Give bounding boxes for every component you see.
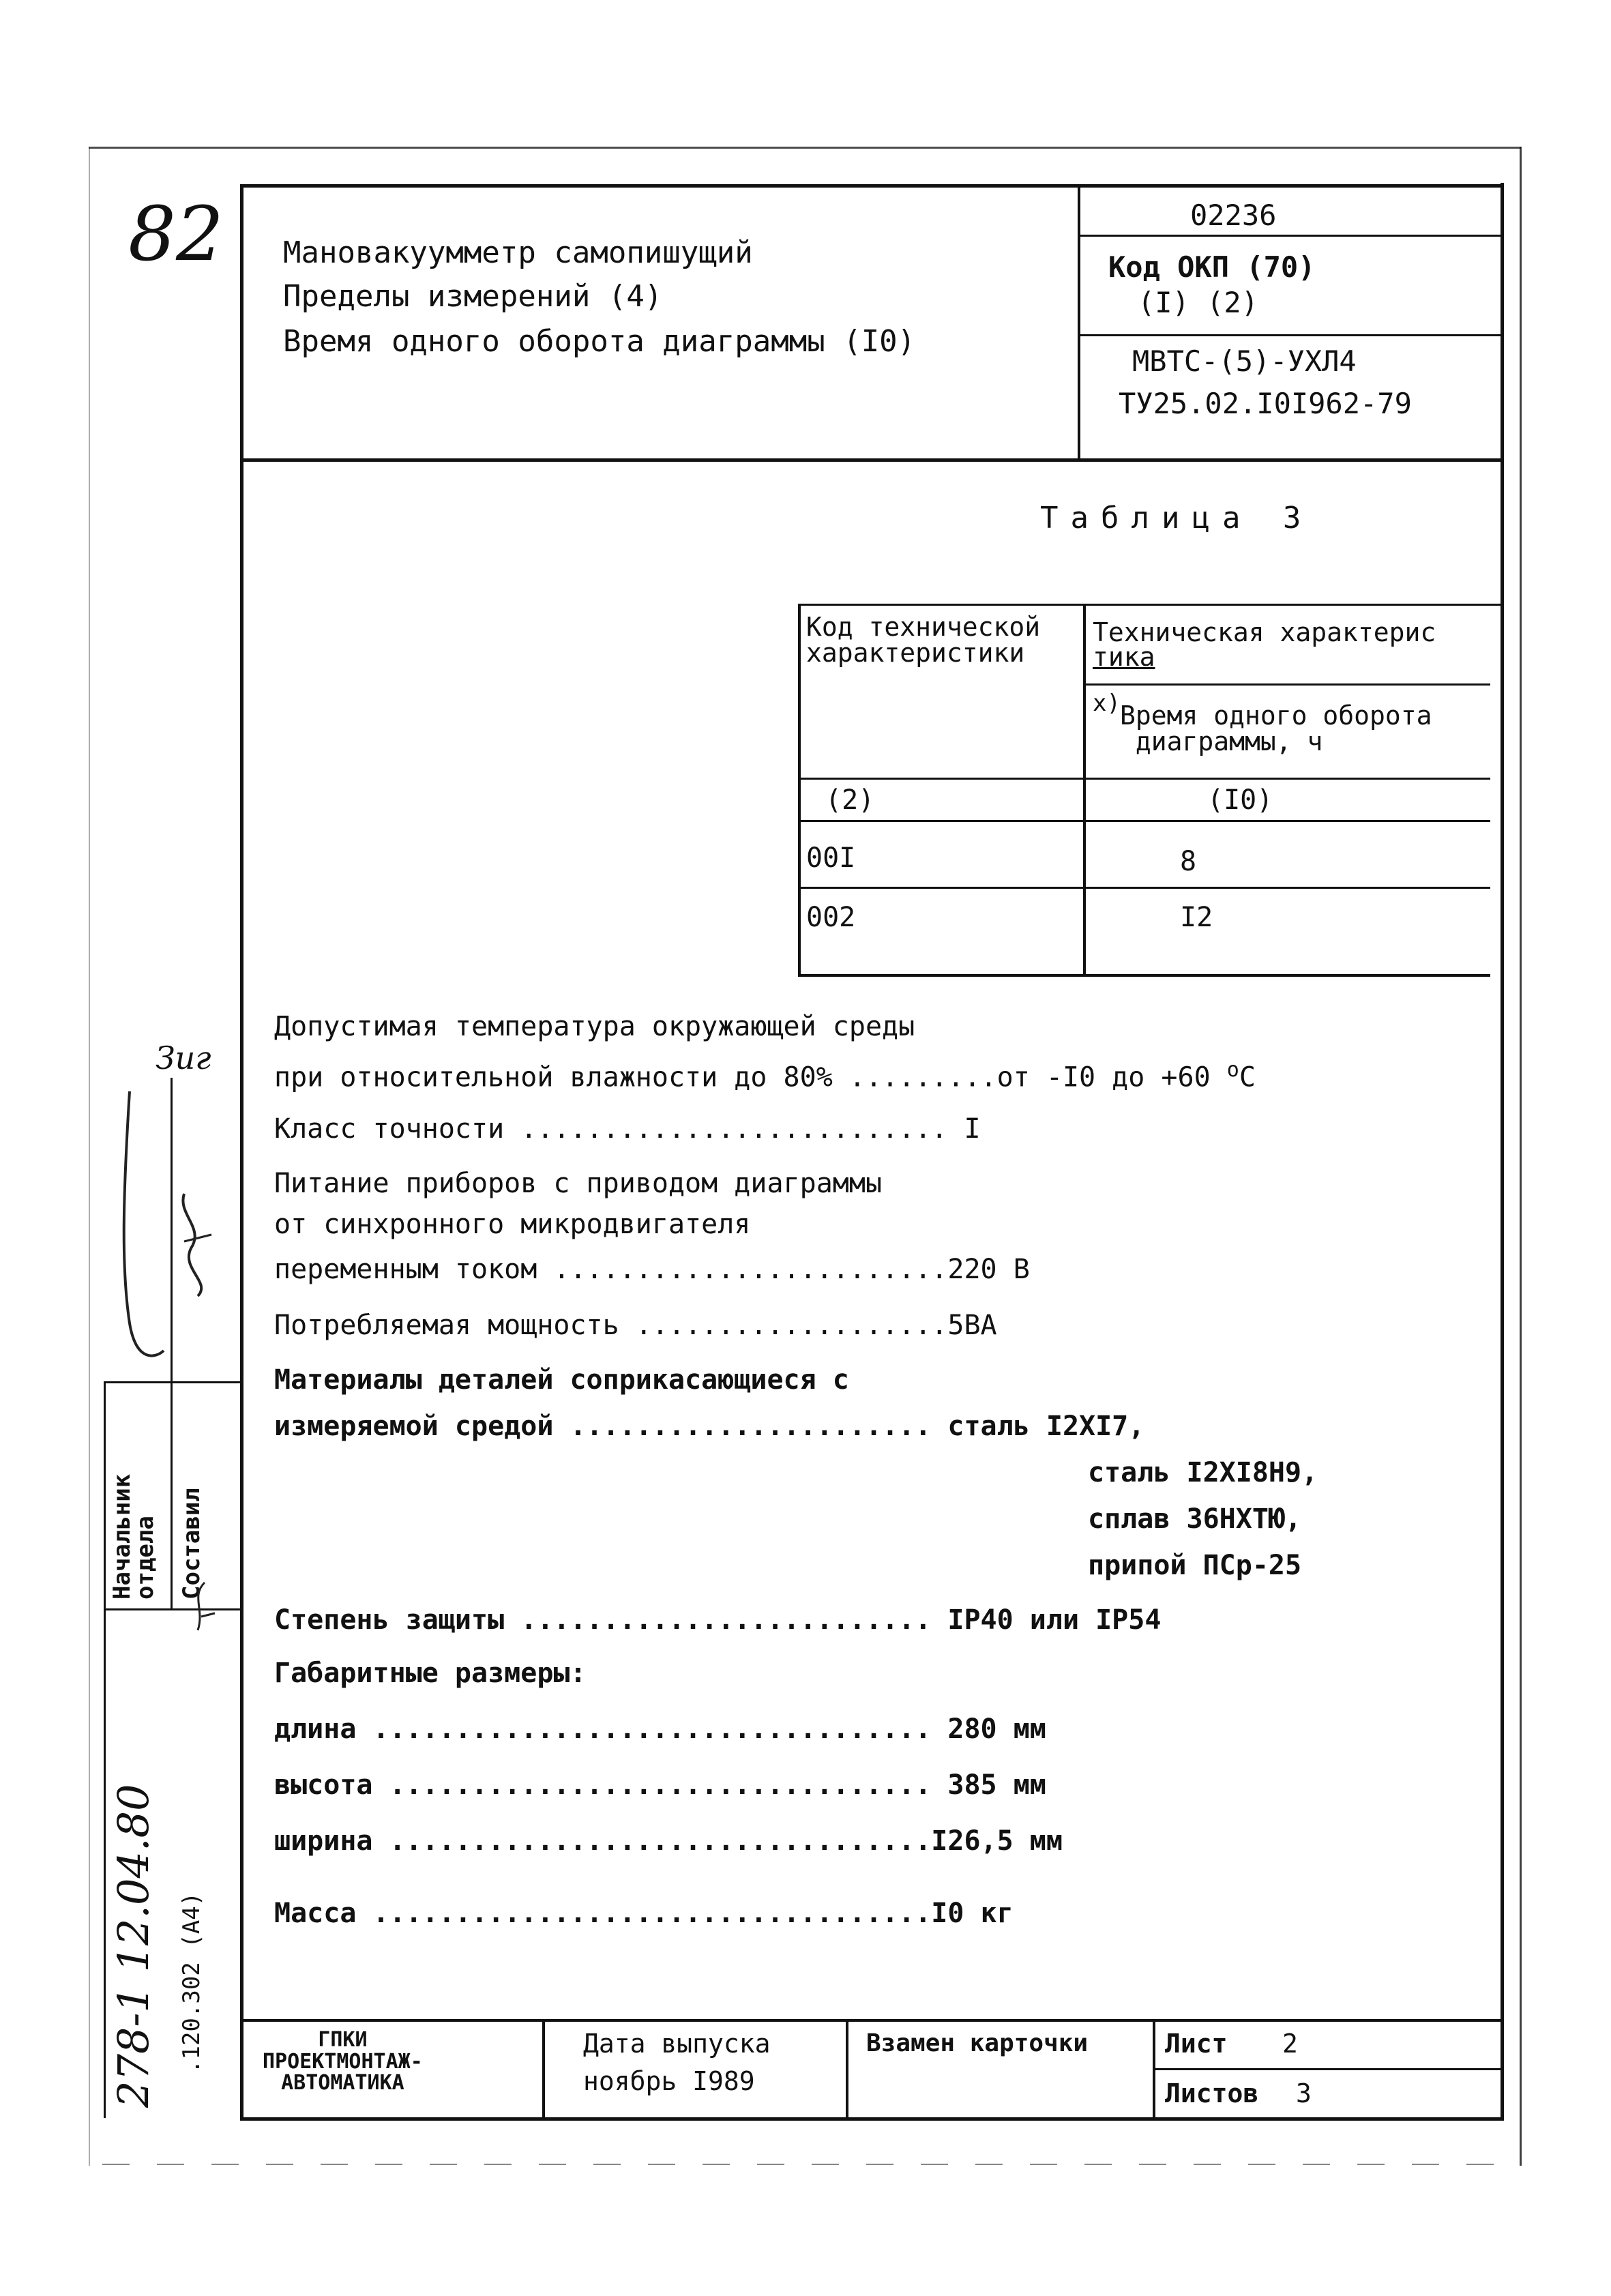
side-signature-note: Зиг (156, 1040, 211, 1076)
header-title-2: Пределы измерений (4) (283, 279, 663, 314)
footer-issue-label: Дата выпуска (583, 2029, 771, 2059)
spec-power-line3: переменным током ........................220 В (274, 1254, 1030, 1285)
doc-format-code: .120.302 (A4) (178, 1892, 205, 2074)
outer-frame-left (89, 147, 90, 2166)
table-num-line (798, 820, 1490, 822)
frame-bottom (240, 2117, 1504, 2121)
margin-note: 278-1 12.04.80 (108, 1784, 158, 2108)
spec-temp-value: при относительной влажности до 80% .........от -I0 до +60 (274, 1061, 1227, 1093)
col2-header-sub: Время одного оборота диаграммы, ч (1120, 701, 1432, 756)
header-title-3: Время одного оборота диаграммы (I0) (283, 324, 916, 359)
footer-issue-date: ноябрь I989 (583, 2066, 755, 2096)
footer-sheet-label: Лист (1165, 2029, 1228, 2059)
footer-sheets-value: 3 (1296, 2078, 1312, 2108)
spec-mass: Масса ..................................I0 кг (274, 1898, 1014, 1929)
footer-sheet-line (1153, 2068, 1502, 2070)
table-top-line (798, 604, 1502, 606)
spec-materials-line1: Материалы деталей соприкасающиеся с (274, 1364, 849, 1396)
okp-sub: (I) (2) (1138, 286, 1259, 319)
spec-temp-degree: o (1226, 1058, 1239, 1082)
spec-power-line1: Питание приборов с приводом диаграммы (274, 1168, 883, 1199)
spec-materials-line4: сплав 36НХТЮ, (1088, 1503, 1302, 1535)
spec-accuracy: Класс точности .......................... I (274, 1113, 981, 1145)
footer-v1 (542, 2019, 545, 2119)
side-stamp-author: Составил (178, 1488, 205, 1600)
table-row-1-value: 8 (1180, 846, 1197, 877)
spec-power-line2: от синхронного микродвигателя (274, 1209, 751, 1240)
page-number: 82 (128, 190, 224, 278)
table-head-line (798, 778, 1490, 780)
col1-header: Код технической характеристики (806, 612, 1041, 668)
footer-sheet-value: 2 (1282, 2029, 1298, 2059)
header-okp-line (1078, 334, 1502, 336)
outer-frame-top (89, 147, 1521, 149)
footer-org: ГПКИ ПРОЕКТМОНТАЖ- АВТОМАТИКА (263, 2028, 423, 2095)
spec-length: длина .................................. 280 мм (274, 1713, 1046, 1745)
col1-number: (2) (825, 784, 875, 816)
table-row-1-code: 00I (806, 842, 856, 874)
outer-frame-bottom (102, 2164, 1521, 2165)
spec-materials-line5: припой ПСр-25 (1088, 1550, 1302, 1581)
spec-consumption: Потребляемая мощность ...................5ВА (274, 1310, 997, 1341)
spec-dims-title: Габаритные размеры: (274, 1658, 587, 1689)
spec-temp-line2 (274, 1059, 1256, 1093)
spec-materials-line3: сталь I2XI8H9, (1088, 1457, 1318, 1488)
footer-v2 (846, 2019, 848, 2119)
header-bottom-line (240, 458, 1504, 462)
side-stamp-head: Начальник отдела (108, 1473, 159, 1600)
header-title-1: Мановакуумметр самопишущий (283, 235, 753, 270)
table-row1-line (798, 887, 1490, 889)
spec-protection: Степень защиты ......................... IP40 или IP54 (274, 1604, 1162, 1636)
table-sub-line (1084, 683, 1490, 686)
footer-sheets-label: Листов (1165, 2078, 1259, 2108)
spec-temp-line1: Допустимая температура окружающей среды (274, 1011, 915, 1042)
spec-width: ширина .................................I26,5 мм (274, 1825, 1063, 1857)
col2-number: (I0) (1207, 784, 1273, 816)
outer-frame-right (1520, 147, 1522, 2166)
frame-right (1501, 183, 1504, 2120)
table-row-2-value: I2 (1180, 902, 1213, 933)
spec-temp-unit: C (1239, 1061, 1256, 1093)
handwritten-signature-graphic (102, 1064, 252, 1678)
footer-top-line (240, 2019, 1504, 2022)
code-number: 02236 (1190, 198, 1277, 232)
table-bottom-line (798, 974, 1490, 977)
footer-replace-label: Взамен карточки (866, 2029, 1089, 2057)
header-divider (1078, 184, 1080, 460)
okp-label: Код ОКП (70) (1108, 250, 1316, 284)
table-row-2-code: 002 (806, 902, 856, 933)
spec-height: высота ................................. 385 мм (274, 1769, 1046, 1801)
footer-v3 (1153, 2019, 1155, 2119)
col2-header-mark: x) (1093, 690, 1121, 717)
spec-materials-line2: измеряемой средой ...................... сталь I2XI7, (274, 1411, 1145, 1442)
table-mid-line (1083, 604, 1086, 975)
table-title: Таблица 3 (1040, 501, 1314, 535)
col2-header-top: Техническая характерис (1093, 617, 1436, 647)
tu-code: ТУ25.02.I0I962-79 (1119, 387, 1412, 420)
header-code-line (1078, 235, 1502, 237)
model-code: МВТС-(5)-УХЛ4 (1132, 344, 1357, 378)
col2-header-top2: тика (1093, 642, 1155, 672)
table-left-line (798, 604, 801, 975)
frame-top (240, 184, 1504, 188)
